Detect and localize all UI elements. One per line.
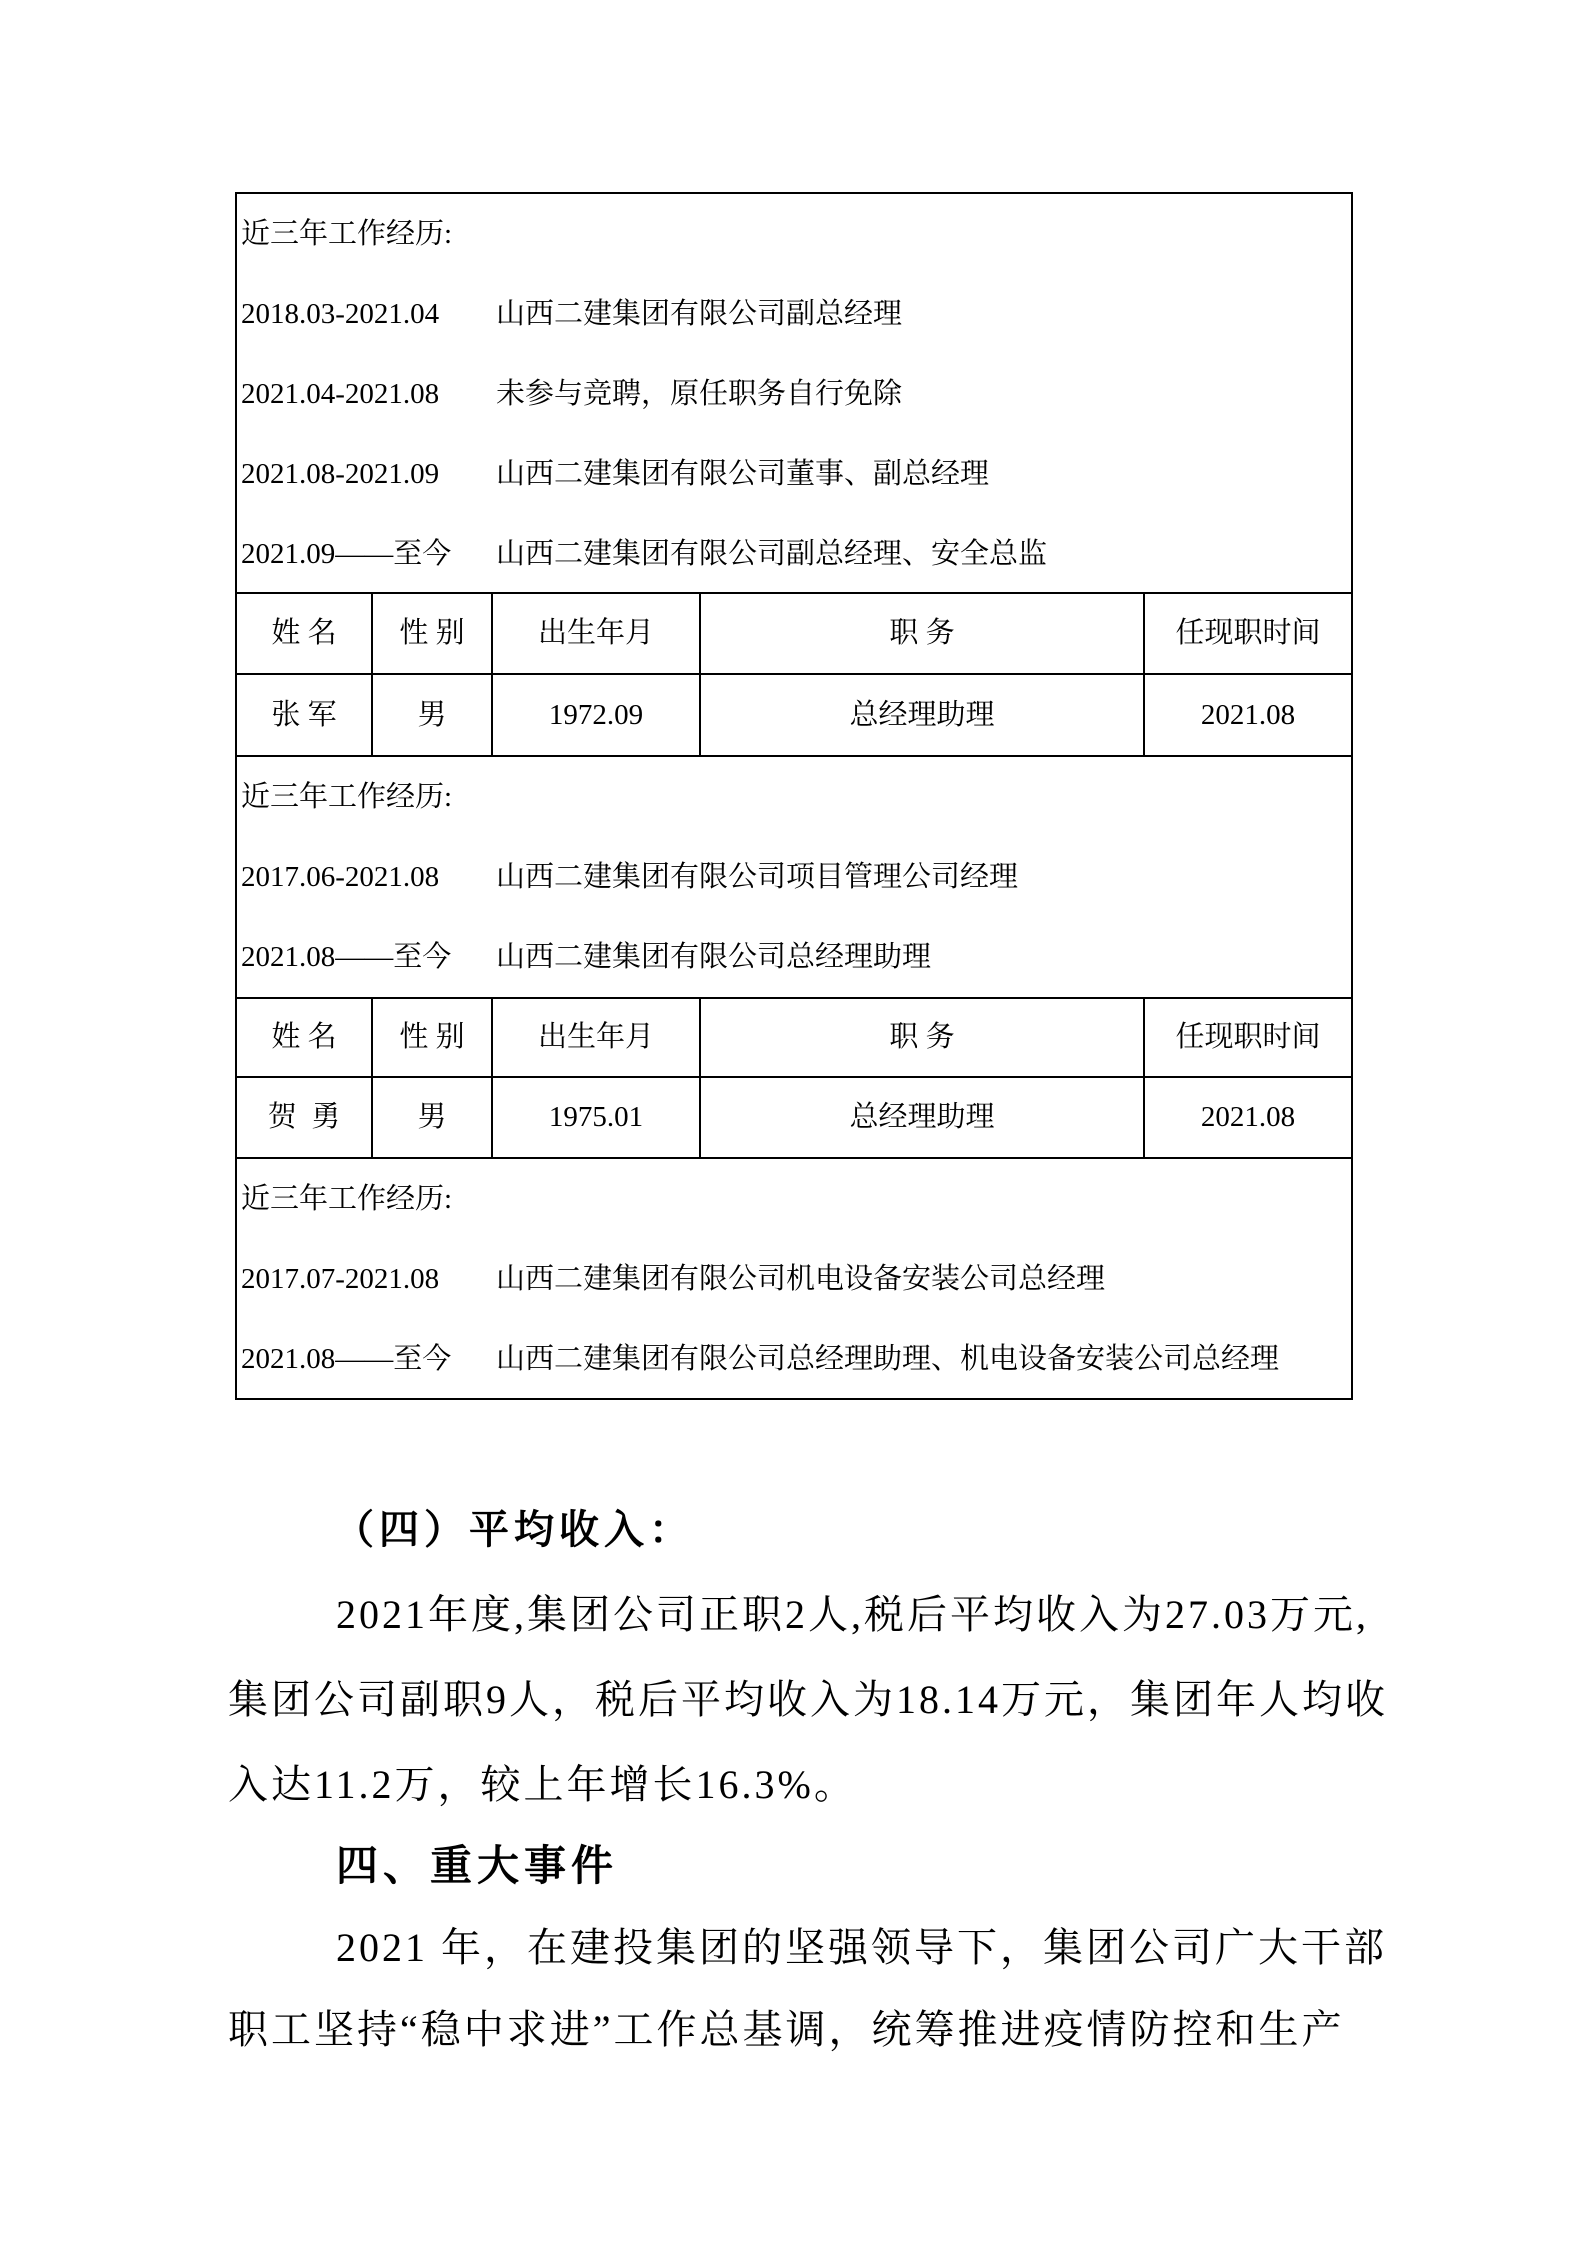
entry-description: 山西二建集团有限公司机电设备安装公司总经理 bbox=[496, 1262, 1106, 1295]
events-heading: 四、重大事件 bbox=[336, 1842, 619, 1889]
entry-description: 山西二建集团有限公司项目管理公司经理 bbox=[496, 860, 1019, 893]
column-header-name: 姓 名 bbox=[237, 594, 373, 675]
entry-description: 山西二建集团有限公司总经理助理、机电设备安装公司总经理 bbox=[496, 1342, 1280, 1375]
income-heading: （四）平均收入： bbox=[334, 1507, 694, 1552]
entry-date-range: 2021.08-2021.09 bbox=[241, 457, 440, 490]
entry-description: 未参与竞聘，原任职务自行免除 bbox=[496, 377, 903, 410]
column-header-tenure: 任现职时间 bbox=[1145, 594, 1351, 675]
entry-date-range: 2021.08——至今 bbox=[241, 940, 452, 973]
cell-position: 总经理助理 bbox=[701, 675, 1145, 757]
work-history-entry bbox=[241, 837, 1351, 917]
work-history-entry bbox=[241, 274, 1351, 354]
work-history-table bbox=[235, 192, 1353, 1400]
work-history-cell bbox=[237, 194, 1351, 594]
events-paragraph-line: 2021 年，在建投集团的坚强领导下，集团公司广大干部 bbox=[336, 1925, 1387, 1970]
entry-date-range: 2017.07-2021.08 bbox=[241, 1262, 440, 1295]
column-header-tenure: 任现职时间 bbox=[1145, 999, 1351, 1078]
income-paragraph-line: 入达11.2万，较上年增长16.3%。 bbox=[228, 1762, 857, 1807]
cell-birth: 1975.01 bbox=[493, 1078, 701, 1159]
entry-date-range: 2021.04-2021.08 bbox=[241, 377, 440, 410]
work-history-entry bbox=[241, 514, 1351, 594]
column-header-name: 姓 名 bbox=[237, 999, 373, 1078]
cell-gender: 男 bbox=[373, 675, 493, 757]
column-header-birth: 出生年月 bbox=[493, 594, 701, 675]
cell-name: 张 军 bbox=[237, 675, 373, 757]
column-header-birth: 出生年月 bbox=[493, 999, 701, 1078]
column-header-gender: 性 别 bbox=[373, 594, 493, 675]
entry-date-range: 2021.09——至今 bbox=[241, 537, 452, 570]
work-history-label: 近三年工作经历: bbox=[241, 1182, 453, 1215]
column-header-position: 职 务 bbox=[701, 999, 1145, 1078]
entry-description: 山西二建集团有限公司董事、副总经理 bbox=[496, 457, 990, 490]
work-history-cell bbox=[237, 757, 1351, 999]
entry-date-range: 2017.06-2021.08 bbox=[241, 860, 440, 893]
income-paragraph-line: 集团公司副职9人，税后平均收入为18.14万元，集团年人均收 bbox=[228, 1677, 1388, 1722]
entry-description: 山西二建集团有限公司副总经理、安全总监 bbox=[496, 537, 1048, 570]
work-history-entry bbox=[241, 434, 1351, 514]
cell-gender: 男 bbox=[373, 1078, 493, 1159]
events-paragraph-line: 职工坚持“稳中求进”工作总基调，统筹推进疫情防控和生产 bbox=[228, 2007, 1345, 2052]
cell-tenure: 2021.08 bbox=[1145, 1078, 1351, 1159]
entry-date-range: 2018.03-2021.04 bbox=[241, 297, 440, 330]
column-header-gender: 性 别 bbox=[373, 999, 493, 1078]
work-history-label: 近三年工作经历: bbox=[241, 217, 453, 250]
cell-tenure: 2021.08 bbox=[1145, 675, 1351, 757]
work-history-entry bbox=[241, 1239, 1351, 1319]
work-history-entry bbox=[241, 1319, 1351, 1399]
entry-description: 山西二建集团有限公司总经理助理 bbox=[496, 940, 932, 973]
cell-name: 贺 勇 bbox=[237, 1078, 373, 1159]
income-paragraph-line: 2021年度,集团公司正职2人,税后平均收入为27.03万元, bbox=[336, 1592, 1369, 1637]
cell-position: 总经理助理 bbox=[701, 1078, 1145, 1159]
work-history-entry bbox=[241, 354, 1351, 434]
column-header-position: 职 务 bbox=[701, 594, 1145, 675]
work-history-entry bbox=[241, 917, 1351, 997]
work-history-cell bbox=[237, 1159, 1351, 1399]
cell-birth: 1972.09 bbox=[493, 675, 701, 757]
entry-date-range: 2021.08——至今 bbox=[241, 1342, 452, 1375]
entry-description: 山西二建集团有限公司副总经理 bbox=[496, 297, 903, 330]
work-history-label: 近三年工作经历: bbox=[241, 780, 453, 813]
